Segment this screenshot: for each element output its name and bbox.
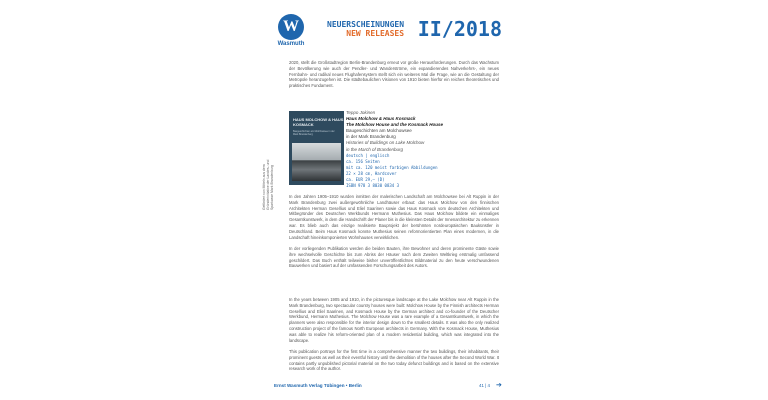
- spec-images: mit ca. 120 meist farbigen Abbildungen: [346, 164, 438, 170]
- wasmuth-logo-icon: W: [278, 14, 304, 40]
- next-page-arrow-icon[interactable]: ➔: [496, 382, 502, 389]
- paragraph-en-1: In the years between 1905 and 1910, in the picturesque landscape at the Lake Molchow near Alt Ruppin in the Mark Brandenburg, two spectacular country houses were built: Molchow House by the Finnish architects Herman Gesellius and Eliel Saarinen, and Kosmack House by the German architect and co-founder of the Deutscher Werkbund, Hermann Muthesius. The Molchow House was a rare example of a Gesamtkunstwerk, in which the planners were also responsible for the interior design down to the smallest details. It was also the only realized construction project of the famous North European architects in Germany. With the Kosmack House, Muthesius was able to realize his reform-oriented plan of a modern residential building, which was integrated into the landscape.: [289, 297, 499, 343]
- side-caption: [262, 150, 272, 210]
- paragraph-de-2: In der vorliegenden Publikation werden die beiden Bauten, ihre Bewohner und deren prominente Gäste sowie ihre wechselvolle Geschichte bis zum Abriss der Häuser nach dem Zweiten Weltkrieg erstmalig umfassend geschildert. Das Buch enthält teilweise bisher unveröffentlichtes Bildmaterial zu den heute verschwundenen Bauwerken und basiert auf der umfassenden Forschungsarbeit des Autors.: [289, 246, 499, 269]
- issue-number: II/2018: [417, 17, 502, 41]
- spec-language: deutsch | englisch: [346, 152, 390, 158]
- header-line-de: NEUERSCHEINUNGEN: [327, 20, 405, 29]
- book-subtitle-en-2: in the March of Brandenburg: [346, 146, 404, 152]
- book-author: Teppo Jokinen: [346, 110, 376, 115]
- book-title-de: Haus Molchow & Haus Kosmack: [346, 116, 416, 122]
- paragraph-de-1: In den Jahren 1905–1910 wurden inmitten der malerischen Landschaft am Molchowsee bei Alt Ruppin in der Mark Brandenburg zwei außergewöhnliche Landhäuser erbaut: das Haus Molchow von den finnischen Architekten Herman Gesellius und Eliel Saarinen sowie das Haus Kosmack vom deutschen Architekten und Mitbegründer des Deutschen Werkbunds Hermann Muthesius. Das Haus Molchow bildete ein einmaliges Gesamtkunstwerk, in dem die Handschrift der Planer bis in die kleinsten Details der Innenarchitektur zu erkennen war. Es blieb auch das einzige realisierte Bauprojekt der berühmten nordeuropäischen Baukünstler in Deutschland. Beim Haus Kosmack konnte Muthesius seinen reformorientierten Plan eines modernen, in die Landschaft hineinkomponierten Wohnhauses verwirklichen.: [289, 194, 499, 240]
- paragraph-en-2: This publication portrays for the first time in a comprehensive manner the two buildings, their inhabitants, their prominent guests as well as their eventful history until the demolition of the houses after the Second World War. It contains partly unpublished pictorial material on the two today defunct buildings and is based on the extensive research work of the author.: [289, 349, 499, 372]
- cover-title: HAUS MOLCHOW & HAUS KOSMACK: [293, 117, 344, 127]
- book-meta: [346, 110, 443, 189]
- spec-isbn: ISBN 978 3 8030 0834 3: [346, 183, 399, 189]
- header-lines: [327, 20, 404, 38]
- spec-price: ca. EUR 29,– (D): [346, 177, 385, 183]
- cover-photo: [292, 143, 341, 181]
- book-subtitle-en-1: Histories of Buildings on Lake Molchow: [346, 140, 425, 146]
- catalog-header: [327, 17, 502, 41]
- cover-subtitle: Baugeschichten am Molchowsee in der Mark Brandenburg: [293, 130, 335, 136]
- wasmuth-logo-label: Wasmuth: [277, 41, 305, 47]
- page-number: 41 | 4: [479, 383, 490, 388]
- book-cover: [289, 111, 344, 185]
- book-subtitle-de-1: Baugeschichten am Molchowsee: [346, 128, 412, 134]
- intro-paragraph: 2020, stellt die Großstadtregion Berlin-Brandenburg erneut vor große Herausforderungen. Durch das Wachstum der Bevölkerung wie auch der Pendler- und Wanderströme, ein expandierendes Nahverkehrs-, ein neues Fernbahn- und radikal neues Flughafensystem stellt sich ein weiteres Mal die Frage, wie an die Gestaltung der Metropole heranzugehen ist. Die städtebaulichen Visionen von 1910 bieten hierfür ein reiches theoretisches und praktisches Fundament.: [289, 60, 499, 89]
- spec-format: 22 × 28 cm, Hardcover: [346, 170, 397, 176]
- wasmuth-logo: [274, 14, 308, 47]
- header-line-en: NEW RELEASES: [346, 29, 405, 38]
- publisher-footer: Ernst Wasmuth Verlag Tübingen • Berlin: [274, 383, 362, 388]
- side-caption-text: Gefördert von Mitteln aus dem Gründerinitiative der Landes- und Sparkasse Mark Brandenburg: [262, 159, 274, 210]
- book-subtitle-de-2: in der Mark Brandenburg: [346, 134, 396, 140]
- book-title-en: The Molchow House and the Kosmack House: [346, 122, 444, 128]
- spec-pages: ca. 156 Seiten: [346, 158, 380, 164]
